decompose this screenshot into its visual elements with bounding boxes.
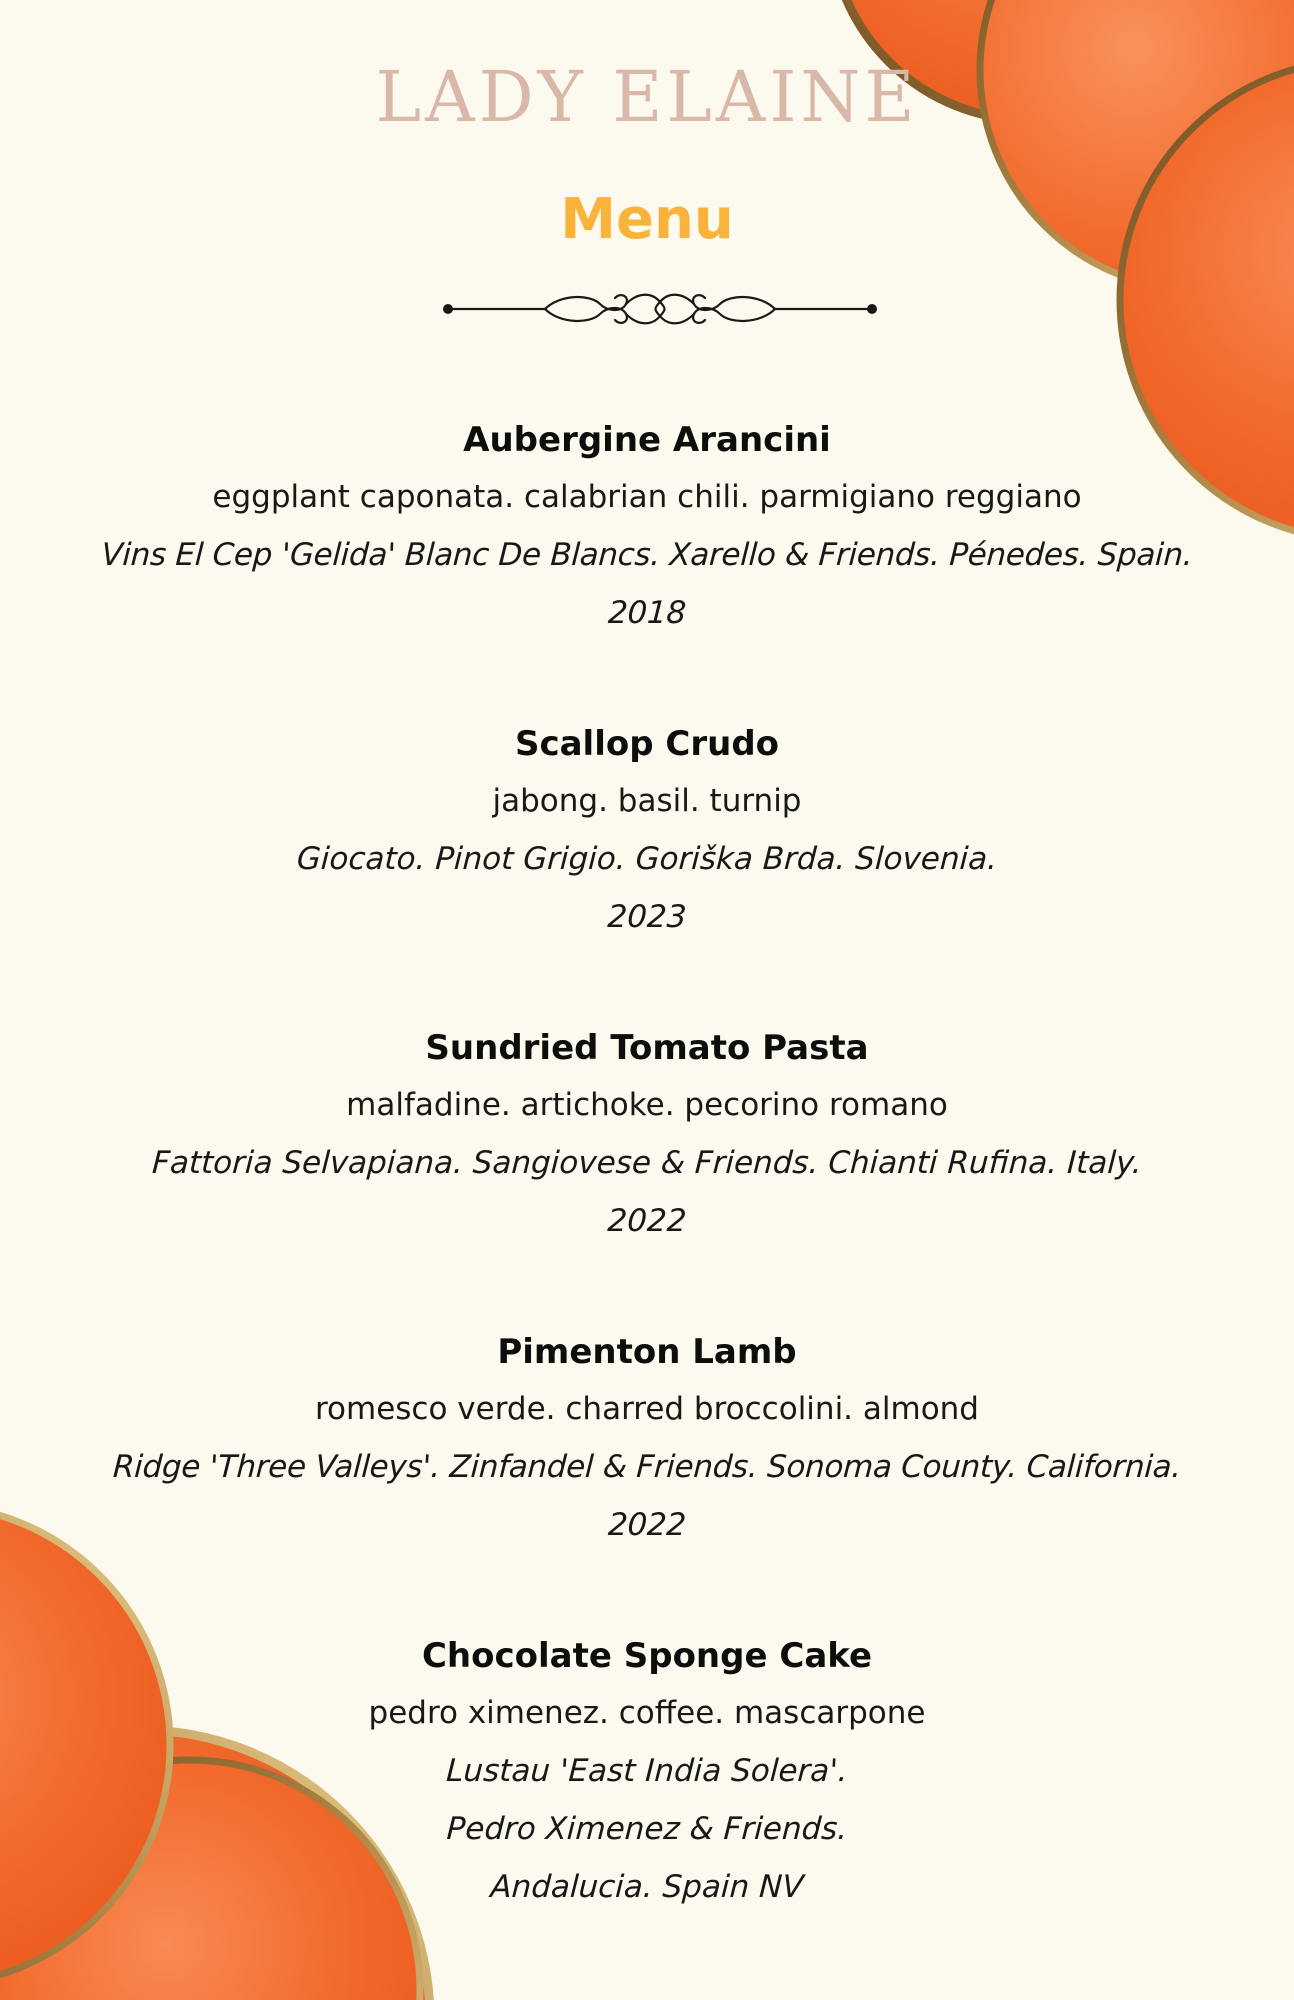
course-description: eggplant caponata. calabrian chili. parmigiano reggiano	[212, 479, 1082, 515]
wine-pairing: Pedro Ximenez & Friends.	[445, 1811, 849, 1847]
wine-pairing: Ridge 'Three Valleys'. Zinfandel & Friends. Sonoma County. California.	[112, 1449, 1182, 1485]
course-description: romesco verde. charred broccolini. almond	[314, 1391, 979, 1427]
course-description: pedro ximenez. coffee. mascarpone	[368, 1695, 926, 1731]
course-name: Scallop Crudo	[514, 724, 780, 764]
course-item	[80, 1324, 1214, 1554]
course-item	[80, 1628, 1214, 1916]
wine-pairing: Andalucia. Spain NV	[489, 1869, 805, 1905]
course-description: jabong. basil. turnip	[492, 783, 802, 819]
wine-vintage: 2023	[606, 899, 688, 935]
course-name: Sundried Tomato Pasta	[425, 1028, 869, 1068]
wine-vintage: 2022	[607, 1507, 687, 1543]
course-item	[80, 716, 1214, 946]
wine-pairing: Vins El Cep 'Gelida' Blanc De Blancs. Xarello & Friends. Pénedes. Spain.	[100, 537, 1194, 573]
brand-logo: LADY ELAINE	[375, 56, 919, 138]
course-item	[80, 412, 1214, 642]
wine-vintage: 2018	[607, 595, 687, 631]
course-name: Aubergine Arancini	[463, 420, 831, 460]
menu-title: Menu	[560, 187, 734, 252]
wine-pairing: Fattoria Selvapiana. Sangiovese & Friends. Chianti Rufina. Italy.	[151, 1145, 1143, 1181]
flourish-divider-icon	[440, 282, 880, 336]
course-description: malfadine. artichoke. pecorino romano	[346, 1087, 948, 1123]
wine-pairing: Lustau 'East India Solera'.	[445, 1753, 849, 1789]
course-list	[80, 412, 1214, 1916]
wine-vintage: 2022	[606, 1203, 688, 1239]
course-name: Pimenton Lamb	[497, 1332, 797, 1372]
course-item	[80, 1020, 1214, 1250]
wine-pairing: Giocato. Pinot Grigio. Goriška Brda. Slovenia.	[295, 841, 999, 877]
course-name: Chocolate Sponge Cake	[421, 1636, 873, 1676]
